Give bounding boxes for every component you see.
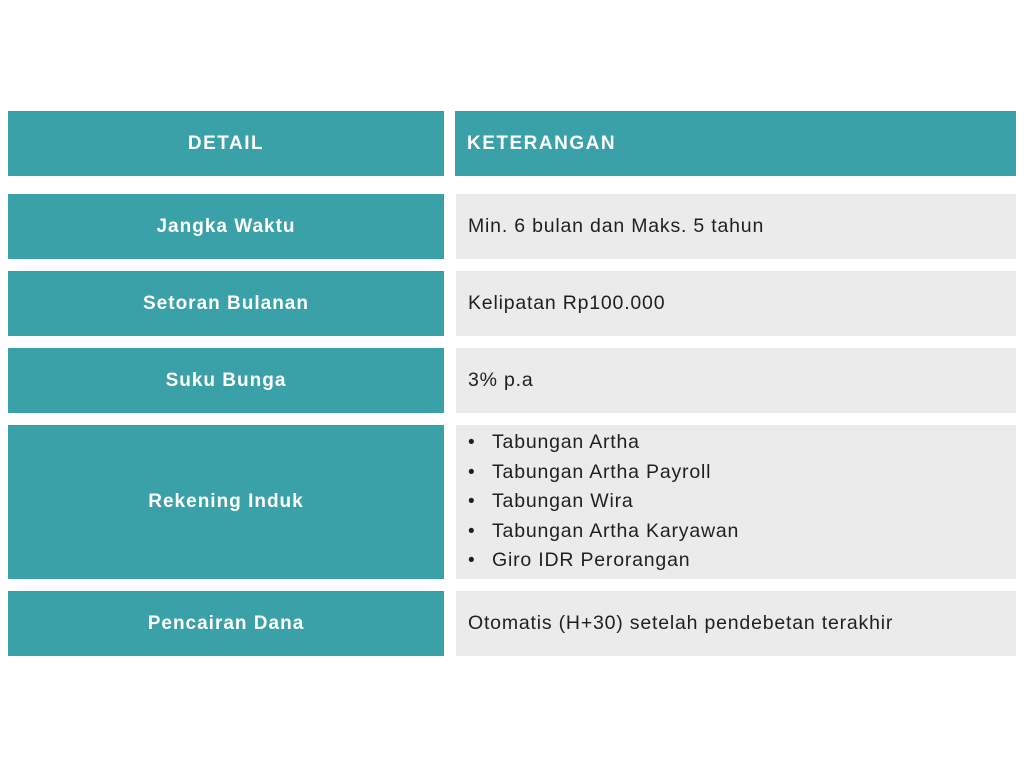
product-detail-table — [8, 111, 1016, 668]
table-row — [8, 348, 1016, 413]
row-label: Suku Bunga — [8, 348, 444, 413]
table-row — [8, 194, 1016, 259]
list-item: • Tabungan Artha Karyawan — [468, 517, 739, 547]
row-value: Otomatis (H+30) setelah pendebetan terakhir — [456, 591, 1016, 656]
header-detail: DETAIL — [8, 111, 444, 176]
row-value-list — [456, 425, 1016, 579]
list-item: • Tabungan Artha — [468, 428, 739, 458]
table-row — [8, 591, 1016, 656]
row-label: Jangka Waktu — [8, 194, 444, 259]
row-label: Pencairan Dana — [8, 591, 444, 656]
header-keterangan: KETERANGAN — [455, 111, 1016, 176]
rekening-induk-list — [468, 428, 739, 576]
row-label: Rekening Induk — [8, 425, 444, 579]
table-row — [8, 425, 1016, 579]
list-item: • Tabungan Artha Payroll — [468, 458, 739, 488]
table-row — [8, 271, 1016, 336]
list-item: • Giro IDR Perorangan — [468, 546, 739, 576]
row-value: Min. 6 bulan dan Maks. 5 tahun — [456, 194, 1016, 259]
table-header-row — [8, 111, 1016, 176]
row-label: Setoran Bulanan — [8, 271, 444, 336]
row-value: 3% p.a — [456, 348, 1016, 413]
list-item: • Tabungan Wira — [468, 487, 739, 517]
row-value: Kelipatan Rp100.000 — [456, 271, 1016, 336]
